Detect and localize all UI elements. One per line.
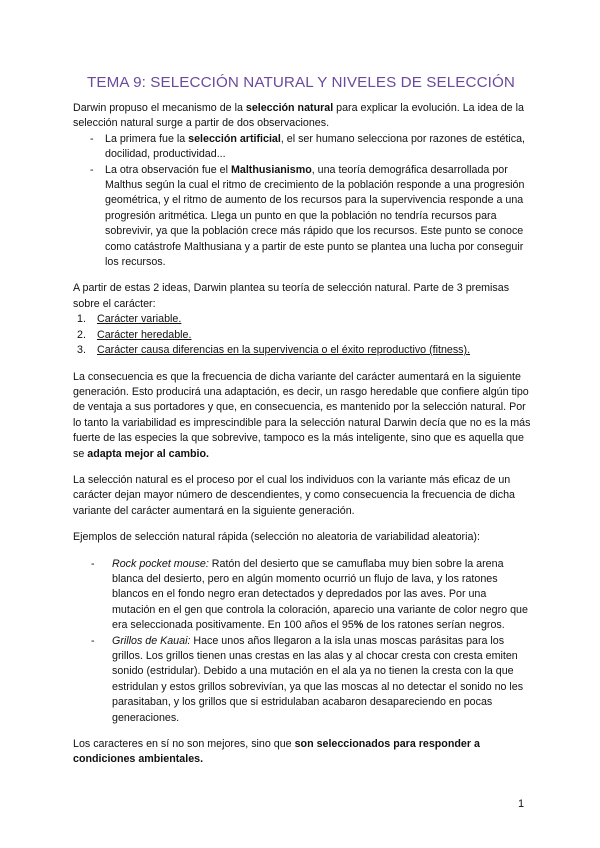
document-body — [73, 101, 531, 768]
list-item: - Grillos de Kauai: Hace unos años llegaron a la isla unas moscas parásitas para los grillos. Los grillos tienen unas crestas en las alas y al chocar cresta con cresta emiten sonido (estridular). Debido a una mutación en el ala ya no tienen la cresta con la que estridulan y estos grillos sobrevivían, ya que las moscas al no detectar el sonido no les parasitaban, y los grillos que si estridulaban acabaron desapareciendo en pocas generaciones. — [91, 634, 524, 724]
page-title: TEMA 9: SELECCIÓN NATURAL Y NIVELES DE SELECCIÓN — [87, 74, 515, 91]
premises-intro: A partir de estas 2 ideas, Darwin plantea su teoría de selección natural. Parte de 3 premisas sobre el carácter: — [73, 282, 510, 310]
list-item: 2. Carácter heredable. — [77, 328, 192, 341]
list-item: 1. Carácter variable. — [77, 313, 182, 326]
page-number: 1 — [518, 798, 525, 810]
consequence-paragraph: La consecuencia es que la frecuencia de dicha variante del carácter aumentará en la siguiente generación. Esto producirá una adaptación, es decir, un rasgo heredable que confiere algún tipo de ventaja a sus portadores y que, en consecuencia, es mantenido por la selección natural. Por lo tanto la variabilidad es imprescindible para la selección natural Darwin decía que no es la más fuerte de las especies la que sobrevive, tampoco es la más inteligente, sino que es aquella que se adapta mejor al cambio. — [73, 370, 531, 460]
examples-list — [73, 557, 531, 726]
list-item: - La primera fue la selección artificial, el ser humano selecciona por razones de estética, docilidad, productividad... — [90, 132, 526, 161]
examples-intro: Ejemplos de selección natural rápida (selección no aleatoria de variabilidad aleatoria): — [73, 531, 480, 544]
definition-paragraph: La selección natural es el proceso por el cual los individuos con la variante más eficaz de un carácter dejan mayor número de descendientes, y como consecuencia la frecuencia de dicha variante del carácter aumentará en la siguiente generación. — [73, 473, 516, 517]
closing-paragraph: Los caracteres en sí no son mejores, sino que son seleccionados para responder a condiciones ambientales. — [73, 738, 480, 766]
list-item: 3. Carácter causa diferencias en la supervivencia o el éxito reproductivo (fitness). — [77, 344, 471, 357]
list-item: - La otra observación fue el Malthusianismo, una teoría demográfica desarrollada por Malthus según la cual el ritmo de crecimiento de la población responde a una progresión geométrica, y el ritmo de aumento de los recursos para la supervivencia responde a una progresión aritmética. Llega un punto en que la población no tendría recursos para sobrevivir, ya que la población crece más rápido que los recursos. Este punto se conoce como catástrofe Malthusiana y a partir de este punto se plantea una lucha por conseguir los recursos. — [90, 163, 525, 269]
premises-list — [73, 312, 531, 358]
intro-paragraph: Darwin propuso el mecanismo de la selección natural para explicar la evolución. La idea de la selección natural surge a partir de dos observaciones. — [73, 102, 524, 130]
list-item: - Rock pocket mouse: Ratón del desierto que se camuflaba muy bien sobre la arena blanca del desierto, pero en algún momento ocurrió un flujo de lava, y los ratones blancos en el fondo negro eran detectados y depredados por las aves. Por una mutación en el gen que controla la coloración, aparecio una variante de color negro que era seleccionada positivamente. En 100 años el 95% de los ratones serían negros. — [91, 557, 528, 632]
observations-list — [73, 132, 531, 271]
